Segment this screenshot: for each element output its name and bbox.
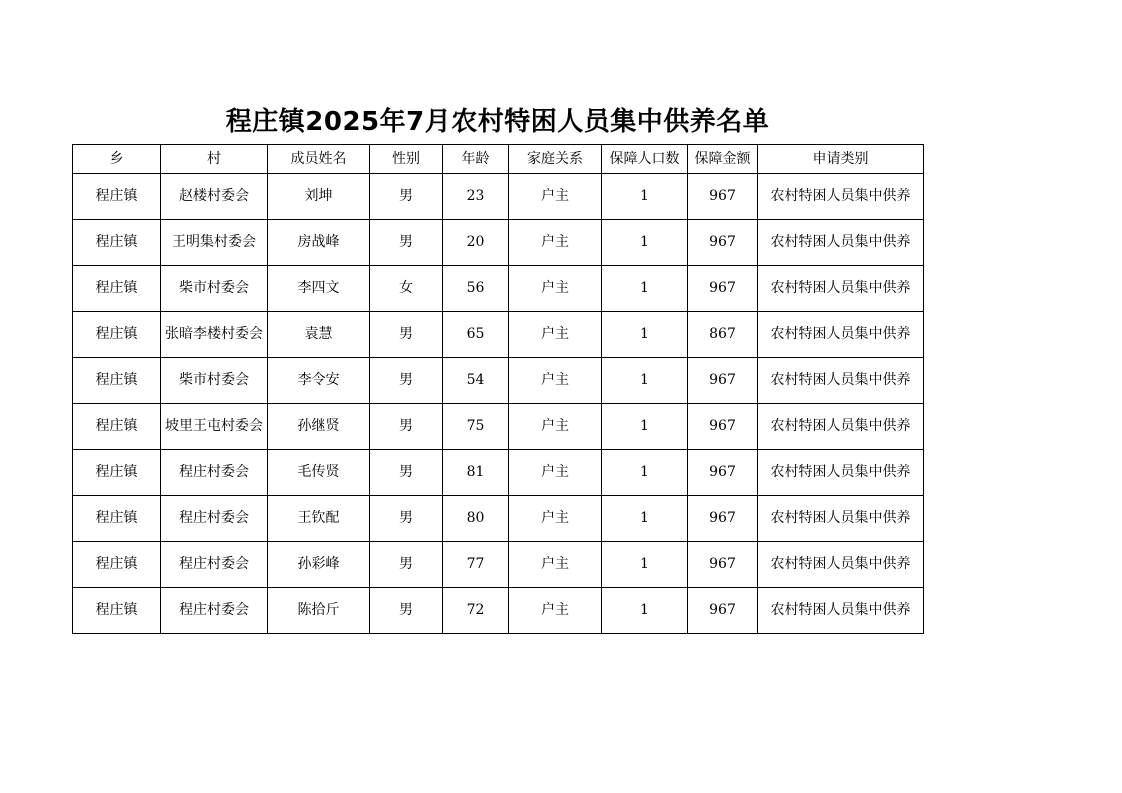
cell-family-relation: 户主: [509, 266, 602, 312]
cell-family-relation: 户主: [509, 542, 602, 588]
cell-supported-count: 1: [602, 358, 688, 404]
cell-age: 77: [443, 542, 509, 588]
header-gender: 性别: [370, 145, 443, 174]
document-title: 程庄镇2025年7月农村特困人员集中供养名单: [225, 107, 770, 137]
cell-application-type: 农村特困人员集中供养: [758, 358, 924, 404]
cell-age: 72: [443, 588, 509, 634]
cell-gender: 男: [370, 358, 443, 404]
cell-gender: 男: [370, 174, 443, 220]
cell-application-type: 农村特困人员集中供养: [758, 174, 924, 220]
cell-member-name: 李四文: [268, 266, 370, 312]
cell-gender: 男: [370, 450, 443, 496]
cell-member-name: 刘坤: [268, 174, 370, 220]
cell-age: 20: [443, 220, 509, 266]
cell-township: 程庄镇: [73, 450, 161, 496]
cell-family-relation: 户主: [509, 450, 602, 496]
cell-village: 王明集村委会: [161, 220, 268, 266]
header-village: 村: [161, 145, 268, 174]
cell-township: 程庄镇: [73, 496, 161, 542]
cell-age: 80: [443, 496, 509, 542]
cell-support-amount: 967: [688, 588, 758, 634]
cell-member-name: 孙彩峰: [268, 542, 370, 588]
header-supported-count: 保障人口数: [602, 145, 688, 174]
header-age: 年龄: [443, 145, 509, 174]
cell-member-name: 毛传贤: [268, 450, 370, 496]
cell-gender: 男: [370, 404, 443, 450]
cell-township: 程庄镇: [73, 312, 161, 358]
cell-support-amount: 967: [688, 358, 758, 404]
cell-member-name: 袁慧: [268, 312, 370, 358]
cell-family-relation: 户主: [509, 220, 602, 266]
cell-member-name: 王钦配: [268, 496, 370, 542]
table-header-row: [73, 145, 924, 174]
cell-age: 56: [443, 266, 509, 312]
cell-application-type: 农村特困人员集中供养: [758, 404, 924, 450]
cell-application-type: 农村特困人员集中供养: [758, 542, 924, 588]
cell-township: 程庄镇: [73, 542, 161, 588]
cell-village: 张暗李楼村委会: [161, 312, 268, 358]
cell-supported-count: 1: [602, 450, 688, 496]
header-member-name: 成员姓名: [268, 145, 370, 174]
cell-township: 程庄镇: [73, 358, 161, 404]
cell-application-type: 农村特困人员集中供养: [758, 312, 924, 358]
cell-supported-count: 1: [602, 588, 688, 634]
table-row: [73, 404, 924, 450]
cell-support-amount: 967: [688, 220, 758, 266]
header-support-amount: 保障金额: [688, 145, 758, 174]
cell-gender: 男: [370, 220, 443, 266]
cell-family-relation: 户主: [509, 312, 602, 358]
cell-township: 程庄镇: [73, 266, 161, 312]
cell-village: 程庄村委会: [161, 542, 268, 588]
cell-supported-count: 1: [602, 312, 688, 358]
cell-member-name: 李令安: [268, 358, 370, 404]
cell-supported-count: 1: [602, 220, 688, 266]
cell-support-amount: 867: [688, 312, 758, 358]
cell-member-name: 陈拾斤: [268, 588, 370, 634]
cell-township: 程庄镇: [73, 174, 161, 220]
table-row: [73, 496, 924, 542]
cell-supported-count: 1: [602, 266, 688, 312]
cell-village: 程庄村委会: [161, 496, 268, 542]
cell-member-name: 孙继贤: [268, 404, 370, 450]
cell-support-amount: 967: [688, 266, 758, 312]
cell-gender: 男: [370, 312, 443, 358]
cell-gender: 男: [370, 588, 443, 634]
cell-village: 赵楼村委会: [161, 174, 268, 220]
cell-township: 程庄镇: [73, 220, 161, 266]
cell-age: 75: [443, 404, 509, 450]
cell-age: 81: [443, 450, 509, 496]
table-row: [73, 542, 924, 588]
cell-supported-count: 1: [602, 174, 688, 220]
cell-family-relation: 户主: [509, 496, 602, 542]
cell-township: 程庄镇: [73, 404, 161, 450]
cell-supported-count: 1: [602, 404, 688, 450]
cell-supported-count: 1: [602, 496, 688, 542]
cell-family-relation: 户主: [509, 358, 602, 404]
cell-township: 程庄镇: [73, 588, 161, 634]
cell-member-name: 房战峰: [268, 220, 370, 266]
cell-support-amount: 967: [688, 450, 758, 496]
cell-support-amount: 967: [688, 174, 758, 220]
cell-family-relation: 户主: [509, 404, 602, 450]
header-family-relation: 家庭关系: [509, 145, 602, 174]
cell-village: 柴市村委会: [161, 358, 268, 404]
support-roster-table: [72, 144, 924, 634]
cell-application-type: 农村特困人员集中供养: [758, 220, 924, 266]
table-row: [73, 588, 924, 634]
cell-village: 程庄村委会: [161, 588, 268, 634]
cell-family-relation: 户主: [509, 174, 602, 220]
cell-age: 54: [443, 358, 509, 404]
cell-support-amount: 967: [688, 404, 758, 450]
cell-support-amount: 967: [688, 496, 758, 542]
table-row: [73, 220, 924, 266]
cell-gender: 男: [370, 496, 443, 542]
cell-application-type: 农村特困人员集中供养: [758, 588, 924, 634]
cell-application-type: 农村特困人员集中供养: [758, 450, 924, 496]
cell-application-type: 农村特困人员集中供养: [758, 496, 924, 542]
cell-support-amount: 967: [688, 542, 758, 588]
header-township: 乡: [73, 145, 161, 174]
cell-village: 坡里王屯村委会: [161, 404, 268, 450]
cell-application-type: 农村特困人员集中供养: [758, 266, 924, 312]
cell-village: 程庄村委会: [161, 450, 268, 496]
cell-gender: 女: [370, 266, 443, 312]
table-row: [73, 174, 924, 220]
cell-age: 65: [443, 312, 509, 358]
cell-age: 23: [443, 174, 509, 220]
cell-village: 柴市村委会: [161, 266, 268, 312]
table-row: [73, 312, 924, 358]
header-application-type: 申请类别: [758, 145, 924, 174]
table-row: [73, 266, 924, 312]
table-row: [73, 450, 924, 496]
cell-family-relation: 户主: [509, 588, 602, 634]
table-row: [73, 358, 924, 404]
cell-gender: 男: [370, 542, 443, 588]
cell-supported-count: 1: [602, 542, 688, 588]
